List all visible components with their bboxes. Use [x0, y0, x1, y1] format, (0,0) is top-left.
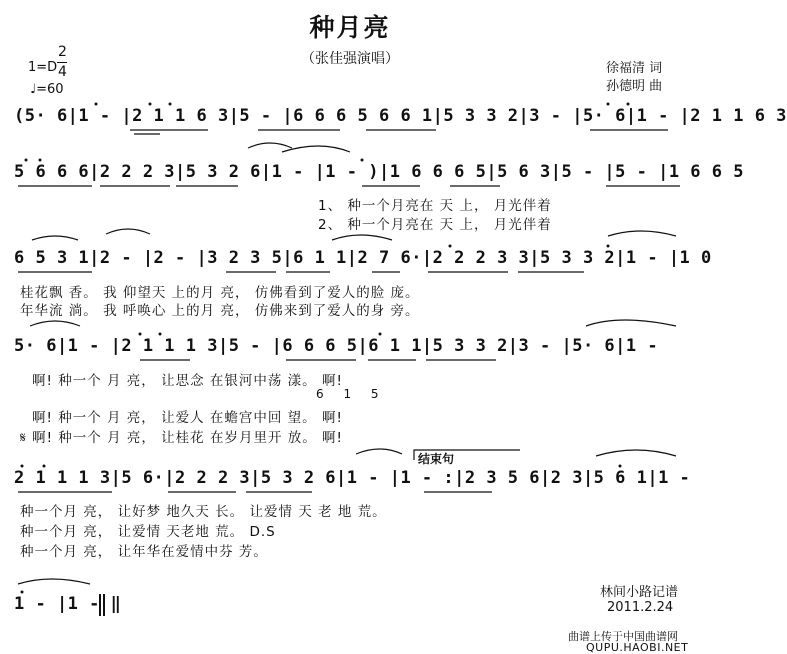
slur-row-3a [106, 229, 150, 234]
lyric-row-4-verse-1: 啊! 种一个 月 亮， 让思念 在银河中荡 漾。 啊! [32, 373, 343, 389]
slur-row-2b [282, 146, 350, 152]
slur-row-4b [586, 320, 676, 326]
lyric-row-4-verse-3: 𝄋 啊! 种一个 月 亮， 让桂花 在岁月里开 放。 啊! [20, 430, 343, 446]
lyric-row-3-verse-2: 年华流 淌。 我 呼唤心 上的月 亮， 仿佛来到了爱人的身 旁。 [20, 303, 420, 319]
tempo-marking: ♩=60 [30, 82, 64, 97]
watermark-line-2: QUPU.HAOBI.NET [586, 641, 689, 654]
time-signature-numerator: 2 [58, 44, 67, 60]
lyric-row-4-verse-2: 啊! 种一个 月 亮， 让爱人 在蟾宫中回 望。 啊! [32, 410, 343, 426]
lyric-row-2-verse-1: 1、 种一个月亮在 天 上， 月光伴着 [318, 198, 552, 214]
slur-row-5b [596, 450, 676, 456]
slur-row-3d [608, 231, 676, 236]
slur-row-2a [248, 143, 292, 148]
beam-lines-row-1 [130, 130, 668, 134]
watermark-line-1: 曲谱上传于中国曲谱网 [568, 630, 678, 643]
score-row-2-notes: 5 6 6 6|2 2 2 3|5 3 2 6|1 - |1 - )|1 6 6 6 5|5 6 3|5 - |5 - |1 6 6 5 [14, 162, 744, 182]
score-row-3-notes: 6 5 3 1|2 - |2 - |3 2 3 5|6 1 1|2 7 6·|2 2 2 3 3|5 3 3 2|1 - |1 0 [14, 248, 712, 268]
transcription-date: 2011.2.24 [607, 600, 674, 615]
transcriber-credit: 林间小路记谱 [600, 585, 679, 600]
slur-row-5a [356, 449, 402, 454]
key-signature: 1=D [28, 60, 58, 75]
lyricist-credit: 徐福清 词 [606, 61, 663, 76]
ending-section-label: 结束句 [418, 452, 455, 466]
slur-row-3b [32, 236, 78, 240]
lyric-row-5-verse-3: 种一个月 亮， 让年华在爱情中芬 芳。 [20, 544, 268, 560]
performer-subtitle: （张佳强演唱） [301, 51, 399, 67]
ending-bracket [414, 450, 520, 460]
slur-row-6 [18, 579, 90, 584]
time-signature-denominator: 4 [58, 64, 67, 80]
grace-notes-above: 6 1 5 [316, 387, 387, 401]
slur-row-4a [30, 321, 80, 326]
lyric-row-5-verse-2: 种一个月 亮， 让爱情 天老地 荒。 D.S [20, 524, 276, 540]
score-row-4-notes: 5· 6|1 - |2 1 1 1 3|5 - |6 6 6 5|6 1 1|5 3 3 2|3 - |5· 6|1 - [14, 336, 659, 356]
score-row-5-notes: 2 1 1 1 3|5 6·|2 2 2 3|5 3 2 6|1 - |1 - :|2 3 5 6|2 3|5 6 1|1 - [14, 468, 691, 488]
score-row-1-notes: (5· 6|1 - |2 1 1 6 3|5 - |6 6 6 5 6 6 1|5 3 3 2|3 - |5· 6|1 - |2 1 1 6 3 [14, 106, 787, 126]
lyric-row-5-verse-1: 种一个月 亮， 让好梦 地久天 长。 让爱情 天 老 地 荒。 [20, 504, 387, 520]
score-row-6-notes: 1 - |1 - ‖ [14, 594, 122, 614]
song-title: 种月亮 [309, 13, 391, 42]
composer-credit: 孙德明 曲 [606, 79, 663, 94]
lyric-row-2-verse-2: 2、 种一个月亮在 天 上， 月光伴着 [318, 217, 552, 233]
final-barline [100, 594, 104, 616]
slur-row-3c [332, 235, 392, 240]
lyric-row-3-verse-1: 桂花飘 香。 我 仰望天 上的月 亮， 仿佛看到了爱人的脸 庞。 [20, 285, 420, 301]
